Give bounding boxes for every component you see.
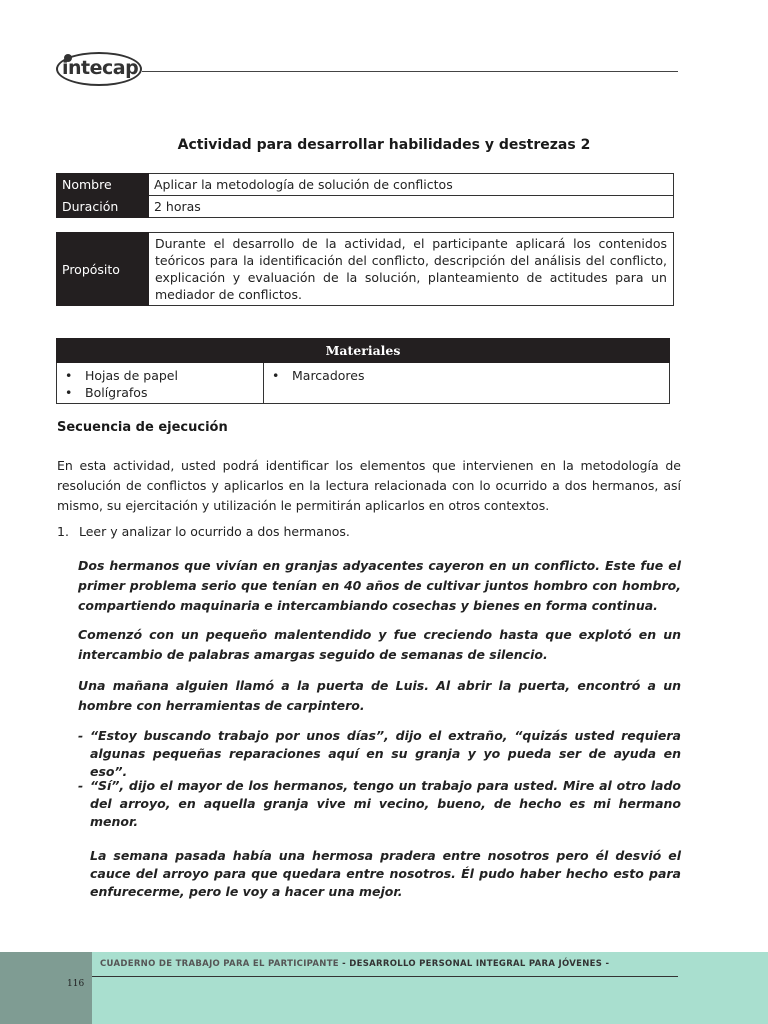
logo-text: intecap (62, 57, 139, 79)
dialog-3 (78, 847, 681, 901)
purpose-label: Propósito (57, 233, 149, 306)
footer-title (100, 959, 609, 969)
purpose-text: Durante el desarrollo de la actividad, el participante aplicará los contenidos teóricos para la identificación del conflicto, descripción del análisis del conflicto, explicación y evaluación de la solución, planteamiento de actitudes para un mediador de conflictos. (149, 233, 674, 306)
table-row (57, 233, 674, 306)
table-row (57, 196, 674, 218)
table-row (57, 363, 670, 404)
dialog-2-text: “Sí”, dijo el mayor de los hermanos, tengo un trabajo para usted. Mire al otro lado del arroyo, en aquella granja vive mi vecino, bueno, de hecho es mi hermano menor. (90, 778, 681, 829)
footer-rule (92, 976, 678, 977)
list-item: • Marcadores (270, 367, 663, 384)
info-table (56, 173, 674, 218)
story-paragraph-1: Dos hermanos que vivían en granjas adyacentes cayeron en un conflicto. Este fue el primer problema serio que tenían en 40 años de cultivar juntos hombro con hombro, compartiendo maquinaria e intercambiando cosechas y bienes en forma continua. (78, 558, 681, 613)
footer-left-text: CUADERNO DE TRABAJO PARA EL PARTICIPANTE (100, 959, 339, 969)
materials-table (56, 338, 670, 404)
list-item: • Bolígrafos (63, 384, 257, 401)
nombre-value: Aplicar la metodología de solución de conflictos (149, 174, 674, 196)
table-row (57, 174, 674, 196)
sequence-title: Secuencia de ejecución (57, 420, 228, 435)
footer-right-text: - DESARROLLO PERSONAL INTEGRAL PARA JÓVENES - (338, 959, 610, 969)
step-text: Leer y analizar lo ocurrido a dos hermanos. (79, 524, 350, 539)
purpose-table (56, 232, 674, 306)
materials-col2 (264, 363, 670, 404)
header-rule (142, 71, 678, 72)
dialog-1-text: “Estoy buscando trabajo por unos días”, dijo el extraño, “quizás usted requiera algunas pequeñas reparaciones aquí en su granja y yo pueda ser de ayuda en eso”. (90, 728, 681, 779)
page-number: 116 (67, 979, 85, 989)
list-item: • Hojas de papel (63, 367, 257, 384)
story-paragraph-2: Comenzó con un pequeño malentendido y fue creciendo hasta que explotó en un intercambio de palabras amargas seguido de semanas de silencio. (78, 627, 681, 662)
step-number: 1. (57, 524, 69, 539)
duracion-label: Duración (57, 196, 149, 218)
dialog-dash: - (78, 778, 84, 793)
story-paragraph-3: Una mañana alguien llamó a la puerta de Luis. Al abrir la puerta, encontró a un hombre con herramientas de carpintero. (78, 678, 681, 713)
dialog-2 (78, 777, 681, 831)
sequence-intro: En esta actividad, usted podrá identificar los elementos que intervienen en la metodología de resolución de conflictos y aplicarlos en la lectura relacionada con lo ocurrido a dos hermanos, así mismo, su ejercitación y utilización le permitirán aplicarlos en otros contextos. (57, 458, 681, 513)
materials-col1 (57, 363, 264, 404)
dialog-3-text: La semana pasada había una hermosa pradera entre nosotros pero él desvió el cauce del arroyo para que quedara entre nosotros. Él pudo haber hecho esto para enfurecerme, pero le voy a hacer una mejor. (90, 848, 681, 899)
dialog-1 (78, 727, 681, 781)
nombre-label: Nombre (57, 174, 149, 196)
intecap-logo (56, 50, 144, 86)
step-1 (57, 522, 681, 542)
duracion-value: 2 horas (149, 196, 674, 218)
materials-header: Materiales (57, 339, 670, 363)
page-title: Actividad para desarrollar habilidades y destrezas 2 (177, 137, 591, 153)
dialog-dash: - (78, 728, 84, 743)
table-row (57, 339, 670, 363)
